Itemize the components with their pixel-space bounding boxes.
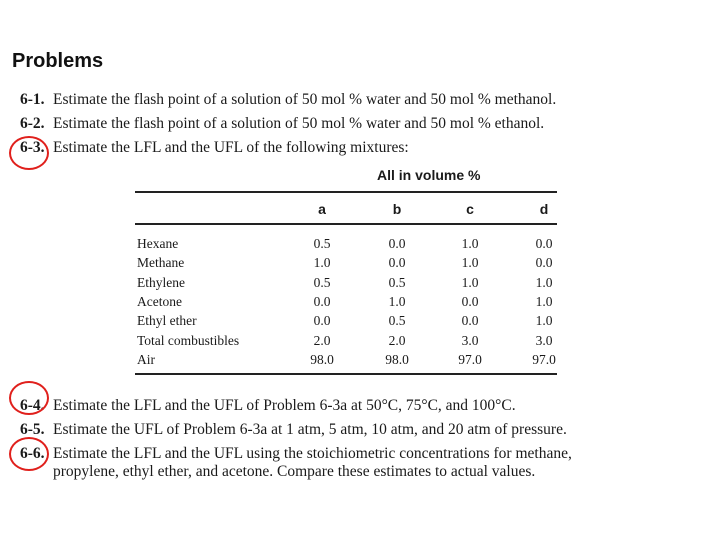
table-cell: 0.0 <box>388 255 406 271</box>
table-cell: 97.0 <box>532 351 556 367</box>
problem-number: 6-5. <box>20 421 45 438</box>
column-header-c: c <box>466 201 474 217</box>
table-cell: 3.0 <box>535 332 553 348</box>
problem-text: Estimate the LFL and the UFL using the stoichiometric concentrations for methane, <box>53 445 572 462</box>
page-title: Problems <box>12 50 104 72</box>
table-cell: 98.0 <box>385 351 409 367</box>
table-cell: 0.5 <box>313 274 331 290</box>
problem-number: 6-1. <box>20 91 45 108</box>
table-cell: 2.0 <box>388 332 406 348</box>
table-cell: 1.0 <box>535 274 553 290</box>
table-cell: 0.0 <box>313 293 331 309</box>
column-header-a: a <box>318 201 326 217</box>
table-cell: 0.5 <box>388 274 406 290</box>
column-header-d: d <box>539 201 549 217</box>
table-cell: 1.0 <box>535 293 553 309</box>
highlight-circle-6-3 <box>9 136 49 170</box>
table-cell: 3.0 <box>461 332 479 348</box>
table-header-rule <box>135 223 557 225</box>
row-label: Air <box>137 351 155 367</box>
table-cell: 0.0 <box>313 313 331 329</box>
table-cell: 0.5 <box>313 236 331 251</box>
table-cell: 0.0 <box>461 313 479 329</box>
table-cell: 0.0 <box>535 255 553 271</box>
problem-text: Estimate the UFL of Problem 6-3a at 1 atm, 5 atm, 10 atm, and 20 atm of pressure. <box>53 421 567 438</box>
problem-text: Estimate the flash point of a solution of 50 mol % water and 50 mol % ethanol. <box>53 115 545 132</box>
table-cell: 1.0 <box>535 313 553 329</box>
row-label: Ethylene <box>137 274 185 290</box>
table-cell: 1.0 <box>461 236 479 251</box>
problem-6-5 <box>20 421 567 439</box>
row-label: Hexane <box>137 236 179 251</box>
table-cell: 1.0 <box>461 274 479 290</box>
table-cell: 1.0 <box>461 255 479 271</box>
problem-number: 6-3. <box>20 139 45 156</box>
problem-number: 6-6. <box>20 445 45 462</box>
column-header-b: b <box>392 201 402 217</box>
problem-number: 6-4. <box>20 397 45 414</box>
table-cell: 0.0 <box>461 293 479 309</box>
table-cell: 0.0 <box>535 236 553 251</box>
table-bottom-rule <box>135 373 557 375</box>
problem-text: Estimate the LFL and the UFL of Problem 6-3a at 50°C, 75°C, and 100°C. <box>53 397 516 414</box>
problem-6-1 <box>20 91 556 109</box>
row-label: Total combustibles <box>137 332 240 348</box>
problem-6-4 <box>20 397 516 415</box>
problem-6-2 <box>20 115 544 133</box>
problem-text: Estimate the flash point of a solution of 50 mol % water and 50 mol % methanol. <box>53 91 557 108</box>
problem-text-continued: propylene, ethyl ether, and acetone. Compare these estimates to actual values. <box>53 463 536 480</box>
row-label: Ethyl ether <box>137 313 197 329</box>
table-caption: All in volume % <box>377 167 481 183</box>
table-cell: 0.0 <box>388 236 406 251</box>
highlight-circle-6-6 <box>9 437 49 471</box>
table-cell: 98.0 <box>310 351 334 367</box>
table-cell: 2.0 <box>313 332 331 348</box>
problem-number: 6-2. <box>20 115 45 132</box>
problem-6-6 <box>20 445 572 481</box>
table-cell: 1.0 <box>313 255 331 271</box>
highlight-circle-6-4 <box>9 381 49 415</box>
row-label: Acetone <box>137 293 182 309</box>
table-top-rule <box>135 191 557 193</box>
table-cell: 1.0 <box>388 293 406 309</box>
problem-text: Estimate the LFL and the UFL of the following mixtures: <box>53 139 409 156</box>
table-cell: 0.5 <box>388 313 406 329</box>
problem-6-3 <box>20 139 409 157</box>
row-label: Methane <box>137 255 185 271</box>
table-cell: 97.0 <box>458 351 482 367</box>
